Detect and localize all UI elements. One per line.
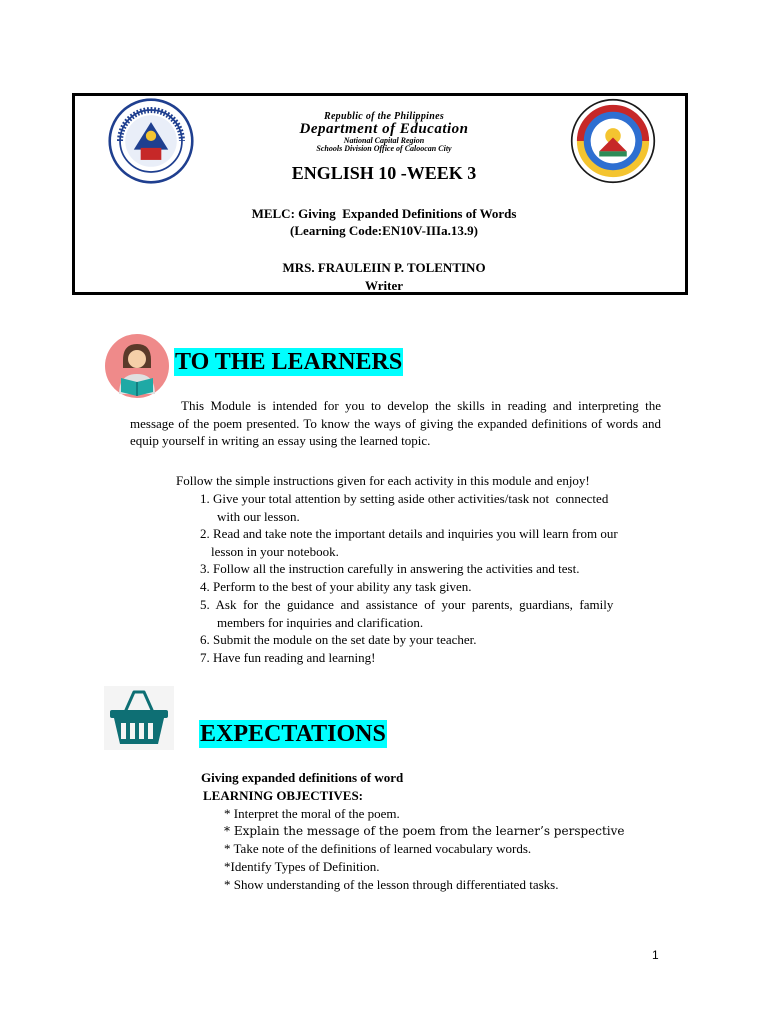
writer-role: Writer — [364, 278, 404, 293]
republic-line: Republic of the Philippines — [323, 111, 445, 122]
expectations-subtitle: Giving expanded definitions of word — [201, 770, 404, 785]
list-item: 6. Submit the module on the set date by your teacher. — [200, 632, 477, 647]
follow-instructions-line: Follow the simple instructions given for each activity in this module and enjoy! — [176, 473, 590, 488]
document-title: ENGLISH 10 -WEEK 3 — [291, 163, 477, 183]
expectations-heading: EXPECTATIONS — [200, 721, 386, 747]
list-item: 3. Follow all the instruction carefully in answering the activities and test. — [200, 561, 580, 576]
department-line: Department of Education — [299, 121, 469, 137]
to-the-learners-heading: TO THE LEARNERS — [175, 349, 403, 375]
reading-learner-icon — [105, 334, 169, 398]
objective-item: * Explain the message of the poem from the learner’s perspective — [224, 824, 625, 838]
region-line: National Capital Region — [343, 136, 425, 145]
learning-objectives-label: LEARNING OBJECTIVES: — [203, 788, 364, 803]
melc-line: MELC: Giving Expanded Definitions of Words — [251, 206, 517, 221]
objective-item: * Interpret the moral of the poem. — [224, 806, 400, 821]
objective-item: * Show understanding of the lesson through differentiated tasks. — [224, 877, 559, 892]
learning-code-line: (Learning Code:EN10V-IIIa.13.9) — [290, 223, 478, 238]
page-number: 1 — [652, 948, 659, 962]
writer-name: MRS. FRAULEIIN P. TOLENTINO — [282, 260, 486, 275]
objective-item: *Identify Types of Definition. — [224, 859, 380, 874]
list-item: 2. Read and take note the important details and inquiries you will learn from our lesson in your notebook. — [200, 526, 618, 559]
basket-icon — [104, 686, 174, 750]
objective-item: * Take note of the definitions of learned vocabulary words. — [224, 841, 532, 856]
division-line: Schools Division Office of Caloocan City — [316, 144, 452, 153]
intro-text: This Module is intended for you to develop the skills in reading and interpreting the message of the poem presented. To know the ways of giving the expanded definitions of words and equip yourself in writing an essay using the learned topic. — [130, 398, 661, 448]
intro-paragraph — [130, 397, 661, 450]
list-item: 5. Ask for the guidance and assistance of your parents, guardians, family members for inquiries and clarification. — [200, 597, 614, 630]
list-item: 7. Have fun reading and learning! — [200, 650, 376, 665]
list-item: 4. Perform to the best of your ability any task given. — [200, 579, 472, 594]
list-item: 1. Give your total attention by setting aside other activities/task not connected with our lesson. — [200, 491, 609, 524]
